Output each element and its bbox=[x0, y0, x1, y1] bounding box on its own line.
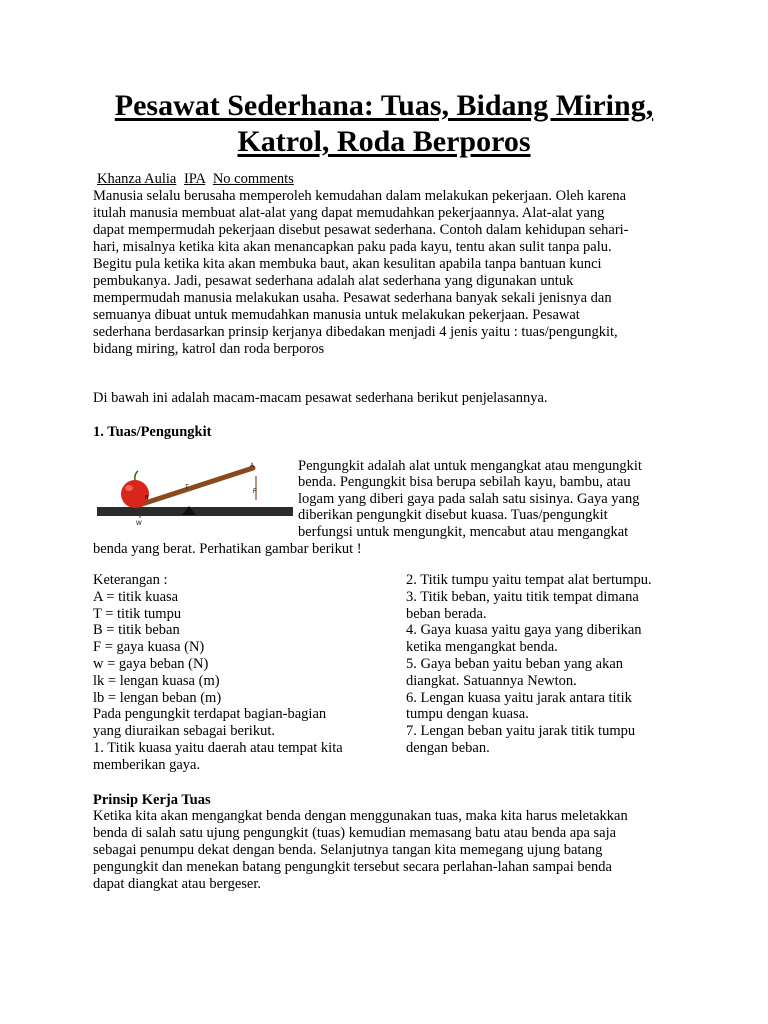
legend-line: 2. Titik tumpu yaitu tempat alat bertumpu. bbox=[406, 572, 652, 588]
legend-right-column bbox=[406, 572, 676, 757]
label-f: F bbox=[253, 489, 257, 495]
principle-line: benda di salah satu ujung pengungkit (tuas) kemudian memasang batu atau benda apa saja bbox=[93, 825, 617, 841]
apple-stem bbox=[135, 471, 138, 480]
post-meta bbox=[93, 171, 294, 188]
lever-description-tail: benda yang berat. Perhatikan gambar berikut ! bbox=[93, 541, 362, 557]
label-w: W bbox=[136, 521, 142, 527]
intro-line: Begitu pula ketika kita akan membuka baut, akan kesulitan apabila tanpa bantuan kunci bbox=[93, 256, 602, 272]
legend-line: memberikan gaya. bbox=[93, 756, 201, 773]
legend-line: yang diuraikan sebagai berikut. bbox=[93, 723, 275, 740]
principle-line: pengungkit dan menekan batang pengungkit tersebut secara perlahan-lahan sampai benda bbox=[93, 859, 612, 875]
category-link[interactable]: IPA bbox=[183, 171, 206, 187]
legend-line: 7. Lengan beban yaitu jarak titik tumpu bbox=[406, 723, 636, 740]
principle-heading: Prinsip Kerja Tuas bbox=[93, 792, 211, 808]
author-link[interactable]: Khanza Aulia bbox=[97, 171, 177, 187]
legend-line: lb = lengan beban (m) bbox=[93, 689, 222, 706]
principle-paragraph bbox=[93, 808, 673, 893]
section-heading-tuas: 1. Tuas/Pengungkit bbox=[93, 424, 212, 440]
legend-line: F = gaya kuasa (N) bbox=[93, 639, 205, 656]
page-title bbox=[40, 88, 728, 160]
legend-line: Pada pengungkit terdapat bagian-bagian bbox=[93, 706, 327, 723]
load-apple bbox=[121, 480, 149, 508]
lever-diagram bbox=[93, 455, 293, 535]
legend-line: beban berada. bbox=[406, 605, 487, 622]
lever-description bbox=[298, 458, 678, 540]
comments-link[interactable]: No comments bbox=[212, 171, 294, 187]
intro-line: mempermudah manusia melakukan usaha. Pesawat sederhana banyak sekali jenisnya dan bbox=[93, 290, 612, 306]
intro-line: hari, misalnya ketika kita akan menancapkan paku pada kayu, tentu akan sulit tanpa palu. bbox=[93, 239, 612, 255]
legend-line: A = titik kuasa bbox=[93, 588, 179, 605]
intro-line: dapat mempermudah pekerjaan disebut pesawat sederhana. Contoh dalam kehidupan sehari- bbox=[93, 222, 629, 238]
intro-line: Manusia selalu berusaha memperoleh kemudahan dalam melakukan pekerjaan. Oleh karena bbox=[93, 188, 627, 204]
legend-line: B = titik beban bbox=[93, 622, 180, 639]
lever-line: logam yang diberi gaya pada salah satu sisinya. Gaya yang bbox=[298, 490, 640, 507]
principle-line: Ketika kita akan mengangkat benda dengan menggunakan tuas, maka kita harus meletakkan bbox=[93, 808, 628, 824]
label-a: A bbox=[250, 463, 255, 469]
legend-line: 5. Gaya beban yaitu beban yang akan bbox=[406, 655, 624, 672]
legend-line: tumpu dengan kuasa. bbox=[406, 706, 529, 723]
intro-line: sederhana berdasarkan prinsip kerjanya dibedakan menjadi 4 jenis yaitu : tuas/pengungkit, bbox=[93, 324, 618, 340]
legend-line: ketika mengangkat benda. bbox=[406, 639, 558, 656]
apple-highlight bbox=[125, 485, 133, 491]
lever-line: Pengungkit adalah alat untuk mengangkat atau mengungkit bbox=[298, 458, 642, 474]
lever-line: benda. Pengungkit bisa berupa sebilah kayu, bambu, atau bbox=[298, 474, 631, 491]
principle-line: dapat diangkat atau bergeser. bbox=[93, 876, 262, 892]
label-t: T bbox=[185, 485, 189, 491]
lever-bar bbox=[139, 468, 253, 505]
principle-line: sebagai penumpu dekat dengan benda. Selanjutnya tangan kita memegang ujung batang bbox=[93, 842, 603, 858]
legend-line: lk = lengan kuasa (m) bbox=[93, 672, 220, 689]
legend-line: diangkat. Satuannya Newton. bbox=[406, 672, 577, 689]
legend-line: 6. Lengan kuasa yaitu jarak antara titik bbox=[406, 689, 632, 706]
legend-line: w = gaya beban (N) bbox=[93, 655, 209, 672]
intro-line: itulah manusia membuat alat-alat yang dapat memudahkan pekerjaannya. Alat-alat yang bbox=[93, 205, 605, 221]
legend-left-column bbox=[93, 572, 383, 774]
title-line-2: Katrol, Roda Berporos bbox=[237, 125, 531, 158]
lever-line: diberikan pengungkit disebut kuasa. Tuas/pengungkit bbox=[298, 507, 608, 524]
intro-line: bidang miring, katrol dan roda berporos bbox=[93, 341, 325, 357]
legend-line: 4. Gaya kuasa yaitu gaya yang diberikan bbox=[406, 622, 642, 639]
intro-line: pembukanya. Jadi, pesawat sederhana adalah alat sederhana yang digunakan untuk bbox=[93, 273, 574, 289]
list-intro: Di bawah ini adalah macam-macam pesawat sederhana berikut penjelasannya. bbox=[93, 390, 548, 406]
label-b: B bbox=[145, 495, 149, 501]
legend-line: 1. Titik kuasa yaitu daerah atau tempat kita bbox=[93, 739, 343, 756]
title-line-1: Pesawat Sederhana: Tuas, Bidang Miring, bbox=[114, 89, 654, 122]
legend-line: 3. Titik beban, yaitu titik tempat dimana bbox=[406, 588, 639, 605]
intro-paragraph bbox=[93, 188, 673, 358]
lever-line: berfungsi untuk mengungkit, mencabut atau mengangkat bbox=[298, 523, 629, 540]
intro-line: semuanya dibuat untuk memudahkan manusia untuk melakukan pekerjaan. Pesawat bbox=[93, 307, 580, 323]
legend-line: dengan beban. bbox=[406, 739, 490, 756]
legend-line: T = titik tumpu bbox=[93, 605, 182, 622]
legend-line: Keterangan : bbox=[93, 572, 168, 588]
